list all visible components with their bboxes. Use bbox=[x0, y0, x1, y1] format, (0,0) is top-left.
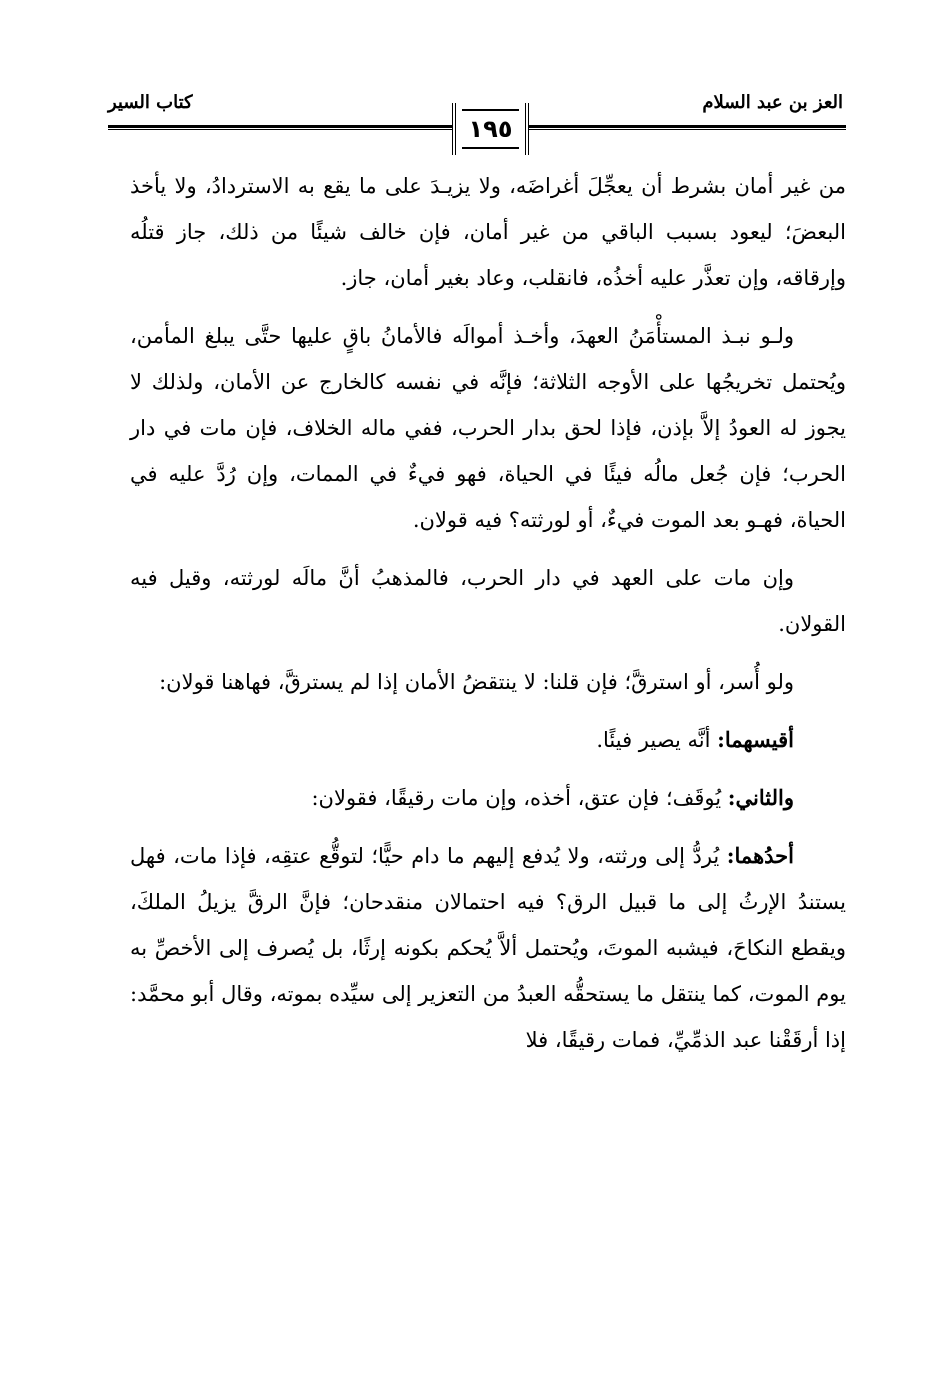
frame-bar-bottom bbox=[462, 147, 519, 149]
header-rule-left bbox=[108, 125, 453, 128]
header-rule-right-thin bbox=[528, 129, 846, 130]
page-number-frame bbox=[452, 103, 529, 155]
paragraph-6 bbox=[130, 775, 846, 821]
term-althani: والثاني: bbox=[727, 785, 794, 810]
header-rule-left-thin bbox=[108, 129, 453, 130]
paragraph-7-text: يُردُّ إلى ورثته، ولا يُدفع إليهم ما دام حيًّا؛ لتوقُّع عتقِه، فإذا مات، فهل يستندُ الإرثُ إلى ما قبيل الرق؟ فيه احتمالان منقدحان؛ فإنَّ الرقَّ يزيلُ الملكَ، ويقطع النكاحَ، فيشبه الموتَ، ويُحتمل ألاَّ يُحكم بكونه إرثًا، بل يُصرف إلى الأخصِّ به يوم الموت، كما ينتقل ما يستحقُّه العبدُ من التعزير إلى سيِّده بموته، وقال أبو محمَّد: إذا أرقَقْنا عبد الذمِّيِّ، فمات رقيقًا، فلا bbox=[130, 844, 846, 1052]
paragraph-5 bbox=[130, 717, 846, 763]
paragraph-1: من غير أمان بشرط أن يعجِّلَ أغراضَه، ولا يزيـدَ على ما يقع به الاستردادُ، ولا يأخذ البعضَ؛ ليعود بسبب الباقي من غير أمان، فإن خالف شيئًا من ذلك، جاز قتلُه وإرقاقه، وإن تعذَّر عليه أخذُه، فانقلب، وعاد بغير أمان، جاز. bbox=[130, 174, 846, 290]
paragraph-7 bbox=[130, 833, 846, 1063]
term-aqyasuhuma: أقيسهما: bbox=[717, 727, 794, 752]
paragraph-3: وإن مات على العهد في دار الحرب، فالمذهبُ أنَّ مالَه لورثته، وقيل فيه القولان. bbox=[130, 566, 846, 636]
paragraph-5-text: أنَّه يصير فيئًا. bbox=[596, 728, 718, 752]
paragraph-6-text: يُوقَف؛ فإن عتق، أخذه، وإن مات رقيقًا، فقولان: bbox=[311, 786, 728, 810]
paragraph-4: ولو أُسر، أو استرقَّ؛ فإن قلنا: لا ينتقضُ الأمان إذا لم يسترقَّ، فهاهنا قولان: bbox=[159, 670, 794, 694]
term-ahaduhuma: أحدُهما: bbox=[726, 843, 794, 868]
running-header-author: العز بن عبد السلام bbox=[702, 92, 843, 113]
running-header-chapter: كتاب السير bbox=[108, 92, 193, 113]
body-text bbox=[130, 163, 846, 1075]
header-rule-right bbox=[528, 125, 846, 128]
frame-bar-top bbox=[462, 109, 519, 111]
paragraph-2: ولـو نبـذ المستأْمَنُ العهدَ، وأخـذ أموالَه فالأمانُ باقٍ عليها حتَّى يبلغ المأمن، ويُحتمل تخريجُها على الأوجه الثلاثة؛ فإنَّه في نفسه كالخارج عن الأمان، ولذلك لا يجوز له العودُ إلاَّ بإذن، فإذا لحق بدار الحرب، ففي ماله الخلاف، فإن مات في دار الحرب؛ فإن جُعل مالُه فيئًا في الحياة، فهو فيءٌ في الممات، وإن رُدَّ عليه في الحياة، فهـو بعد الموت فيءٌ، أو لورثته؟ فيه قولان. bbox=[130, 324, 846, 532]
page-number: ١٩٥ bbox=[468, 115, 513, 143]
